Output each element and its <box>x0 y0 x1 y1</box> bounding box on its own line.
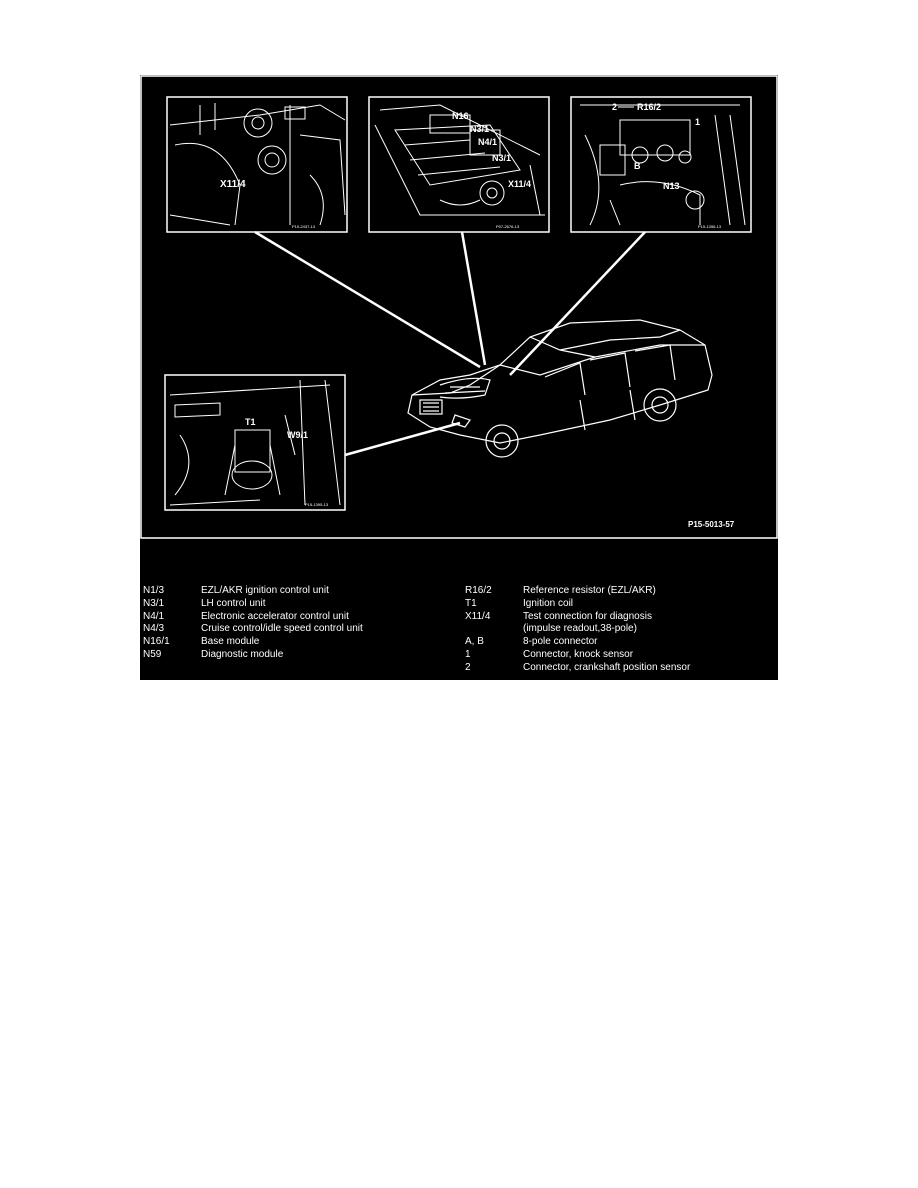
component-diagram <box>140 75 778 540</box>
legend-description: Ignition coil <box>523 597 574 609</box>
inset2-label-n16: N16 <box>452 111 469 121</box>
inset-reference-resistor <box>571 97 751 232</box>
legend-code: R16/2 <box>465 585 492 596</box>
legend-code: N4/3 <box>143 623 165 635</box>
legend-code: T1 <box>465 597 477 609</box>
legend-description: Base module <box>201 636 260 648</box>
legend-description: Cruise control/idle speed control unit <box>201 623 363 635</box>
legend-code: 1 <box>465 648 471 660</box>
inset2-ref: P07-2676-13 <box>496 224 520 229</box>
legend-description: EZL/AKR ignition control unit <box>201 585 329 596</box>
inset3-label-r16-2: R16/2 <box>637 102 662 112</box>
legend-code: N1/3 <box>143 585 165 596</box>
legend-description: Test connection for diagnosis <box>523 610 652 622</box>
inset4-ref: P15-1395-13 <box>305 502 329 507</box>
legend-code: X11/4 <box>465 610 491 622</box>
inset1-label: X11/4 <box>220 179 246 190</box>
inset2-label-n3-1: N3/1 <box>470 124 490 134</box>
inset2-label-x11-4: X11/4 <box>508 179 532 189</box>
car-illustration <box>408 320 712 457</box>
legend-code: N16/1 <box>143 636 170 648</box>
inset4-label-t1: T1 <box>245 417 256 427</box>
component-legend <box>140 540 778 680</box>
inset-ignition-coil <box>165 375 345 510</box>
legend-code: N4/1 <box>143 610 165 622</box>
inset3-ref: P15-1396-13 <box>698 224 722 229</box>
inset3-label-2: 2 <box>612 102 618 112</box>
inset4-label-w9-1: W9/1 <box>287 430 309 440</box>
inset3-label-1: 1 <box>695 117 701 127</box>
inset2-label-n3-1b: N3/1 <box>492 153 512 163</box>
inset2-label-n4-1: N4/1 <box>478 137 498 147</box>
legend-description: (impulse readout,38-pole) <box>523 623 637 635</box>
inset3-label-b: B <box>634 161 641 171</box>
inset3-label-n13: N13 <box>663 181 680 191</box>
legend-code: 2 <box>465 661 471 673</box>
legend-description: Connector, crankshaft position sensor <box>523 661 691 673</box>
inset1-ref: P15-2437-13 <box>292 224 316 229</box>
legend-description: Connector, knock sensor <box>523 648 634 660</box>
legend-description: 8-pole connector <box>523 636 598 648</box>
legend-description: Diagnostic module <box>201 648 284 660</box>
legend-description: Electronic accelerator control unit <box>201 610 349 622</box>
legend-description: Reference resistor (EZL/AKR) <box>523 585 656 596</box>
inset-control-units <box>369 97 549 232</box>
legend-description: LH control unit <box>201 597 266 609</box>
legend-code: A, B <box>465 636 484 648</box>
legend-code: N3/1 <box>143 597 165 609</box>
legend-code: N59 <box>143 648 162 660</box>
figure-reference: P15-5013-57 <box>688 520 735 529</box>
inset-ignition-area <box>167 97 347 232</box>
